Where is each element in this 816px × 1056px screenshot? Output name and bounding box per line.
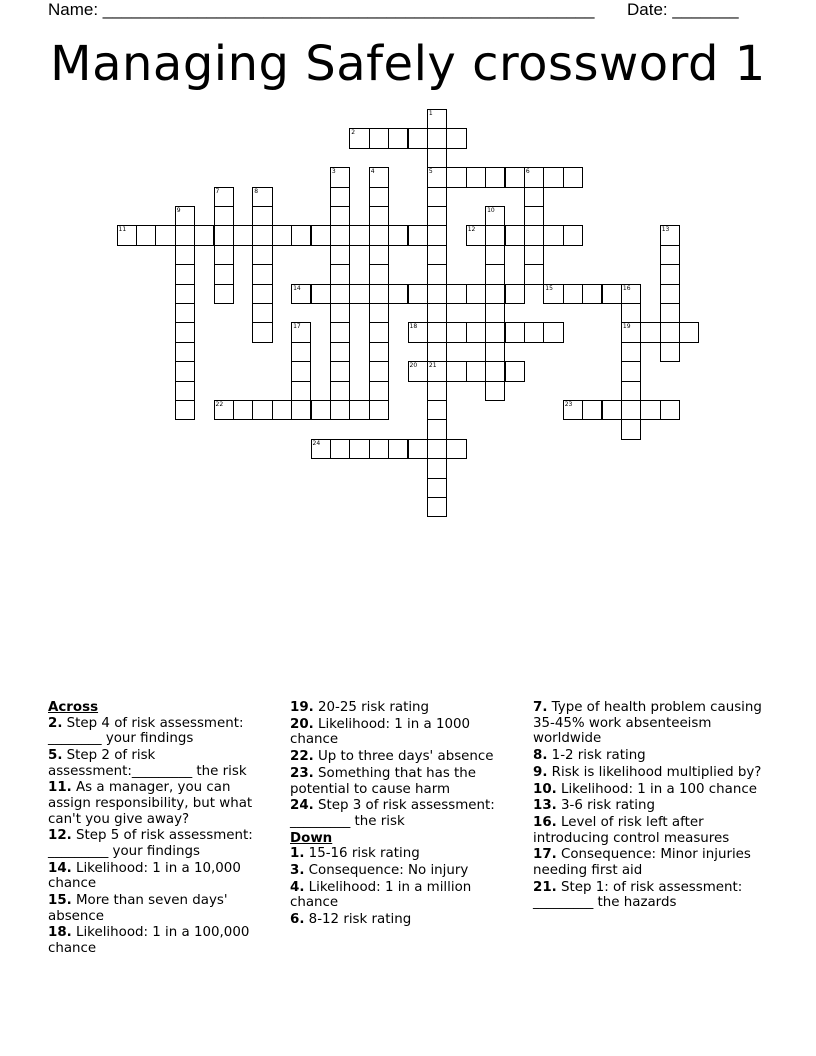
- clue-text: 1-2 risk rating: [551, 747, 646, 763]
- grid-cell[interactable]: [543, 322, 563, 342]
- grid-cell[interactable]: [427, 458, 447, 478]
- grid-cell[interactable]: [602, 400, 622, 420]
- clue-number: 11: [118, 226, 127, 234]
- grid-cell[interactable]: [485, 284, 505, 304]
- clue-number-label: 17.: [533, 847, 557, 863]
- clue-text: Step 2 of risk assessment:_________ the risk: [48, 747, 247, 779]
- clue-item: [290, 700, 518, 716]
- grid-cell[interactable]: [524, 167, 544, 187]
- grid-cell[interactable]: [640, 400, 660, 420]
- clue-item: [533, 798, 773, 814]
- clue-number-label: 21.: [533, 879, 557, 895]
- grid-cell[interactable]: [621, 361, 641, 381]
- grid-cell[interactable]: [214, 400, 234, 420]
- grid-cell[interactable]: [427, 225, 447, 245]
- grid-cell[interactable]: [369, 187, 389, 207]
- grid-cell[interactable]: [427, 245, 447, 265]
- clue-item: [290, 846, 518, 862]
- grid-cell[interactable]: [291, 284, 311, 304]
- grid-cell[interactable]: [485, 381, 505, 401]
- clue-text: Consequence: No injury: [308, 863, 469, 879]
- grid-cell[interactable]: [524, 206, 544, 226]
- clue-item: [290, 766, 518, 797]
- clue-number: 22: [215, 401, 224, 408]
- grid-cell[interactable]: [660, 342, 680, 362]
- grid-cell[interactable]: [660, 322, 680, 342]
- grid-cell[interactable]: [349, 225, 369, 245]
- clue-text: Likelihood: 1 in a 10,000 chance: [48, 860, 241, 892]
- grid-cell[interactable]: [272, 400, 292, 420]
- grid-cell[interactable]: [524, 264, 544, 284]
- clue-item: [290, 717, 518, 748]
- clue-number: 12: [467, 226, 476, 234]
- grid-cell[interactable]: [330, 303, 350, 323]
- clue-text: Type of health problem causing 35-45% work absenteeism worldwide: [533, 700, 762, 747]
- grid-cell[interactable]: [175, 225, 195, 245]
- clue-number: 18: [409, 323, 418, 331]
- grid-cell[interactable]: [311, 400, 331, 420]
- grid-cell[interactable]: [349, 284, 369, 304]
- grid-cell[interactable]: [330, 381, 350, 401]
- clue-item: [290, 863, 518, 879]
- grid-cell[interactable]: [349, 128, 369, 148]
- clue-text: 20-25 risk rating: [318, 700, 430, 715]
- grid-cell[interactable]: [427, 284, 447, 304]
- clue-number-label: 13.: [533, 798, 557, 814]
- grid-cell[interactable]: [369, 264, 389, 284]
- date-field[interactable]: Date: _______: [627, 0, 739, 19]
- clue-number-label: 12.: [48, 828, 72, 844]
- clue-number: 7: [215, 187, 220, 195]
- grid-cell[interactable]: [252, 187, 272, 207]
- grid-cell[interactable]: [175, 381, 195, 401]
- grid-cell[interactable]: [369, 128, 389, 148]
- grid-cell[interactable]: [621, 303, 641, 323]
- grid-cell[interactable]: [369, 400, 389, 420]
- grid-cell[interactable]: [252, 284, 272, 304]
- grid-cell[interactable]: [408, 361, 428, 381]
- grid-cell[interactable]: [466, 225, 486, 245]
- clue-text: Up to three days' absence: [318, 749, 494, 765]
- section-heading: Across: [48, 700, 99, 715]
- grid-cell[interactable]: [427, 303, 447, 323]
- clue-number-label: 4.: [290, 879, 305, 895]
- grid-cell[interactable]: [291, 225, 311, 245]
- clue-number-label: 20.: [290, 716, 314, 732]
- clue-column-2: [290, 700, 518, 929]
- grid-cell[interactable]: [311, 225, 331, 245]
- clue-number-label: 8.: [533, 747, 548, 763]
- grid-cell[interactable]: [330, 225, 350, 245]
- clue-number-label: 18.: [48, 925, 72, 941]
- grid-cell[interactable]: [602, 284, 622, 304]
- grid-cell[interactable]: [408, 284, 428, 304]
- grid-cell[interactable]: [369, 206, 389, 226]
- grid-cell[interactable]: [427, 381, 447, 401]
- grid-cell[interactable]: [446, 128, 466, 148]
- clue-number: 10: [487, 207, 495, 214]
- clue-number-label: 24.: [290, 798, 314, 814]
- grid-cell[interactable]: [466, 167, 486, 187]
- clue-column-1: [48, 700, 276, 958]
- grid-cell[interactable]: [427, 148, 447, 168]
- grid-cell[interactable]: [427, 439, 447, 459]
- grid-cell[interactable]: [252, 322, 272, 342]
- clue-item: [48, 861, 276, 892]
- grid-cell[interactable]: [233, 225, 253, 245]
- grid-cell[interactable]: [466, 284, 486, 304]
- grid-cell[interactable]: [427, 342, 447, 362]
- clue-number-label: 3.: [290, 863, 305, 879]
- grid-cell[interactable]: [330, 342, 350, 362]
- grid-cell[interactable]: [427, 497, 447, 517]
- grid-cell[interactable]: [446, 167, 466, 187]
- clue-text: Something that has the potential to cause harm: [290, 765, 477, 797]
- grid-cell[interactable]: [330, 284, 350, 304]
- grid-cell[interactable]: [369, 245, 389, 265]
- grid-cell[interactable]: [369, 303, 389, 323]
- clue-text: Step 5 of risk assessment: _________ your findings: [48, 828, 253, 859]
- clue-number-label: 1.: [290, 846, 305, 862]
- grid-cell[interactable]: [427, 128, 447, 148]
- grid-cell[interactable]: [291, 400, 311, 420]
- grid-cell[interactable]: [446, 361, 466, 381]
- grid-cell[interactable]: [485, 361, 505, 381]
- grid-cell[interactable]: [543, 284, 563, 304]
- clue-number: 4: [370, 168, 375, 176]
- grid-cell[interactable]: [175, 342, 195, 362]
- grid-cell[interactable]: [175, 206, 195, 226]
- grid-cell[interactable]: [330, 400, 350, 420]
- grid-cell[interactable]: [408, 225, 428, 245]
- grid-cell[interactable]: [291, 361, 311, 381]
- grid-cell[interactable]: [252, 303, 272, 323]
- clue-number-label: 14.: [48, 860, 72, 876]
- grid-cell[interactable]: [291, 342, 311, 362]
- grid-cell[interactable]: [175, 322, 195, 342]
- clue-item: [290, 749, 518, 765]
- grid-cell[interactable]: [349, 400, 369, 420]
- clue-text: As a manager, you can assign responsibility, but what can't you give away?: [48, 780, 253, 827]
- grid-cell[interactable]: [369, 381, 389, 401]
- grid-cell[interactable]: [563, 225, 583, 245]
- grid-cell[interactable]: [214, 284, 234, 304]
- grid-cell[interactable]: [155, 225, 175, 245]
- clue-number: 19: [622, 323, 631, 331]
- grid-cell[interactable]: [427, 167, 447, 187]
- grid-cell[interactable]: [485, 167, 505, 187]
- clue-text: Likelihood: 1 in a 100,000 chance: [48, 925, 250, 957]
- grid-cell[interactable]: [369, 322, 389, 342]
- clue-item: [533, 815, 773, 846]
- grid-cell[interactable]: [582, 284, 602, 304]
- grid-cell[interactable]: [408, 128, 428, 148]
- grid-cell[interactable]: [408, 322, 428, 342]
- grid-cell[interactable]: [175, 400, 195, 420]
- grid-cell[interactable]: [543, 225, 563, 245]
- grid-cell[interactable]: [252, 206, 272, 226]
- clue-number: 17: [293, 323, 301, 331]
- grid-cell[interactable]: [582, 400, 602, 420]
- grid-cell[interactable]: [369, 439, 389, 459]
- clue-number-label: 10.: [533, 781, 557, 797]
- grid-cell[interactable]: [388, 128, 408, 148]
- clue-column-3: [533, 700, 773, 912]
- grid-cell[interactable]: [485, 206, 505, 226]
- clue-item: [533, 765, 773, 781]
- grid-cell[interactable]: [330, 439, 350, 459]
- grid-cell[interactable]: [466, 361, 486, 381]
- grid-cell[interactable]: [660, 400, 680, 420]
- clue-number-label: 16.: [533, 815, 557, 831]
- clue-item: [290, 880, 518, 911]
- grid-cell[interactable]: [621, 342, 641, 362]
- grid-cell[interactable]: [252, 225, 272, 245]
- grid-cell[interactable]: [660, 303, 680, 323]
- clue-text: 8-12 risk rating: [308, 912, 412, 928]
- grid-cell[interactable]: [427, 206, 447, 226]
- clue-text: Likelihood: 1 in a million chance: [290, 879, 472, 911]
- grid-cell[interactable]: [330, 206, 350, 226]
- grid-cell[interactable]: [524, 187, 544, 207]
- grid-cell[interactable]: [505, 322, 525, 342]
- grid-cell[interactable]: [505, 284, 525, 304]
- grid-cell[interactable]: [679, 322, 699, 342]
- grid-cell[interactable]: [505, 167, 525, 187]
- clue-item: [533, 847, 773, 878]
- grid-cell[interactable]: [272, 225, 292, 245]
- clue-number: 6: [525, 168, 530, 176]
- grid-cell[interactable]: [408, 439, 428, 459]
- clue-item: [533, 748, 773, 764]
- grid-cell[interactable]: [214, 187, 234, 207]
- grid-cell[interactable]: [369, 284, 389, 304]
- clue-number: 9: [176, 207, 181, 214]
- grid-cell[interactable]: [369, 225, 389, 245]
- clue-item: [48, 925, 276, 956]
- grid-cell[interactable]: [446, 322, 466, 342]
- clue-item: [533, 700, 773, 747]
- clue-number-label: 9.: [533, 764, 548, 780]
- grid-cell[interactable]: [427, 478, 447, 498]
- clue-item: [48, 748, 276, 779]
- grid-cell[interactable]: [233, 400, 253, 420]
- section-heading: Down: [290, 830, 333, 846]
- clue-item: [48, 780, 276, 827]
- grid-cell[interactable]: [388, 225, 408, 245]
- clue-number: 5: [428, 168, 433, 176]
- clue-text: Step 1: of risk assessment: _________ the hazards: [533, 879, 743, 911]
- grid-cell[interactable]: [311, 284, 331, 304]
- grid-cell[interactable]: [175, 284, 195, 304]
- grid-cell[interactable]: [136, 225, 156, 245]
- clue-text: 15-16 risk rating: [308, 846, 420, 862]
- clue-number: 8: [254, 187, 259, 195]
- clue-number: 15: [545, 284, 553, 292]
- grid-cell[interactable]: [330, 264, 350, 284]
- grid-cell[interactable]: [427, 361, 447, 381]
- grid-cell[interactable]: [446, 439, 466, 459]
- grid-cell[interactable]: [175, 361, 195, 381]
- grid-cell[interactable]: [330, 361, 350, 381]
- grid-cell[interactable]: [621, 284, 641, 304]
- clue-item: [533, 880, 773, 911]
- grid-cell[interactable]: [214, 245, 234, 265]
- grid-cell[interactable]: [252, 264, 272, 284]
- grid-cell[interactable]: [369, 167, 389, 187]
- grid-cell[interactable]: [485, 303, 505, 323]
- clue-number: 13: [661, 226, 670, 234]
- grid-cell[interactable]: [543, 167, 563, 187]
- clue-number-label: 2.: [48, 715, 63, 731]
- grid-cell[interactable]: [485, 264, 505, 284]
- grid-cell[interactable]: [175, 303, 195, 323]
- clue-item: [48, 716, 276, 747]
- grid-cell[interactable]: [563, 167, 583, 187]
- grid-cell[interactable]: [660, 245, 680, 265]
- grid-cell[interactable]: [427, 187, 447, 207]
- grid-cell[interactable]: [330, 322, 350, 342]
- grid-cell[interactable]: [524, 225, 544, 245]
- clue-item: [290, 912, 518, 928]
- grid-cell[interactable]: [621, 400, 641, 420]
- clue-number-label: 11.: [48, 780, 72, 796]
- clue-number-label: 7.: [533, 700, 548, 715]
- clue-number: 20: [409, 362, 418, 370]
- grid-cell[interactable]: [117, 225, 137, 245]
- clue-number: 2: [351, 129, 356, 137]
- grid-cell[interactable]: [214, 264, 234, 284]
- clue-number-label: 15.: [48, 893, 72, 909]
- grid-cell[interactable]: [194, 225, 214, 245]
- grid-cell[interactable]: [505, 361, 525, 381]
- clue-text: More than seven days' absence: [48, 893, 228, 924]
- grid-cell[interactable]: [175, 245, 195, 265]
- grid-cell[interactable]: [640, 322, 660, 342]
- clue-number: 24: [312, 439, 321, 447]
- grid-cell[interactable]: [291, 381, 311, 401]
- clue-text: Likelihood: 1 in a 1000 chance: [290, 716, 471, 748]
- grid-cell[interactable]: [252, 245, 272, 265]
- grid-cell[interactable]: [524, 322, 544, 342]
- clue-text: Consequence: Minor injuries needing first aid: [533, 847, 751, 879]
- grid-cell[interactable]: [660, 284, 680, 304]
- clue-number-label: 5.: [48, 747, 63, 763]
- grid-cell[interactable]: [349, 439, 369, 459]
- clue-number: 3: [331, 168, 336, 176]
- clue-text: Step 4 of risk assessment: ________ your findings: [48, 715, 244, 747]
- clue-number: 21: [428, 362, 437, 370]
- grid-cell[interactable]: [330, 167, 350, 187]
- clue-number-label: 19.: [290, 700, 314, 715]
- clue-text: Step 3 of risk assessment: _________ the risk: [290, 798, 495, 829]
- page-title: Managing Safely crossword 1: [50, 36, 766, 92]
- clue-text: Likelihood: 1 in a 100 chance: [561, 781, 757, 797]
- grid-cell[interactable]: [175, 264, 195, 284]
- grid-cell[interactable]: [388, 439, 408, 459]
- clue-number: 1: [428, 110, 433, 117]
- grid-cell[interactable]: [369, 342, 389, 362]
- grid-cell[interactable]: [427, 109, 447, 129]
- clue-number: 14: [293, 284, 301, 292]
- grid-cell[interactable]: [388, 284, 408, 304]
- grid-cell[interactable]: [485, 322, 505, 342]
- clue-item: [290, 798, 518, 829]
- grid-cell[interactable]: [427, 264, 447, 284]
- grid-cell[interactable]: [330, 245, 350, 265]
- clue-item: [48, 828, 276, 859]
- grid-cell[interactable]: [485, 245, 505, 265]
- grid-cell[interactable]: [621, 381, 641, 401]
- grid-cell[interactable]: [660, 264, 680, 284]
- grid-cell[interactable]: [485, 225, 505, 245]
- grid-cell[interactable]: [291, 322, 311, 342]
- clue-item: [48, 893, 276, 924]
- clue-number-label: 6.: [290, 912, 305, 928]
- grid-cell[interactable]: [505, 225, 525, 245]
- grid-cell[interactable]: [621, 322, 641, 342]
- clue-item: [533, 782, 773, 798]
- grid-cell[interactable]: [446, 284, 466, 304]
- grid-cell[interactable]: [563, 400, 583, 420]
- grid-cell[interactable]: [485, 342, 505, 362]
- clue-text: Risk is likelihood multiplied by?: [551, 764, 762, 780]
- clue-number-label: 22.: [290, 749, 314, 765]
- clue-text: Level of risk left after introducing control measures: [533, 815, 730, 846]
- grid-cell[interactable]: [214, 225, 234, 245]
- grid-cell[interactable]: [427, 419, 447, 439]
- clue-text: 3-6 risk rating: [561, 798, 656, 814]
- clue-number: 23: [564, 401, 573, 408]
- grid-cell[interactable]: [214, 206, 234, 226]
- grid-cell[interactable]: [660, 225, 680, 245]
- grid-cell[interactable]: [466, 322, 486, 342]
- grid-cell[interactable]: [563, 284, 583, 304]
- grid-cell[interactable]: [252, 400, 272, 420]
- grid-cell[interactable]: [524, 245, 544, 265]
- grid-cell[interactable]: [369, 361, 389, 381]
- grid-cell[interactable]: [621, 419, 641, 439]
- grid-cell[interactable]: [427, 322, 447, 342]
- clue-number: 16: [622, 284, 631, 292]
- grid-cell[interactable]: [311, 439, 331, 459]
- name-field[interactable]: Name: ____________________________________________________: [48, 0, 595, 19]
- grid-cell[interactable]: [427, 400, 447, 420]
- grid-cell[interactable]: [330, 187, 350, 207]
- clue-number-label: 23.: [290, 765, 314, 781]
